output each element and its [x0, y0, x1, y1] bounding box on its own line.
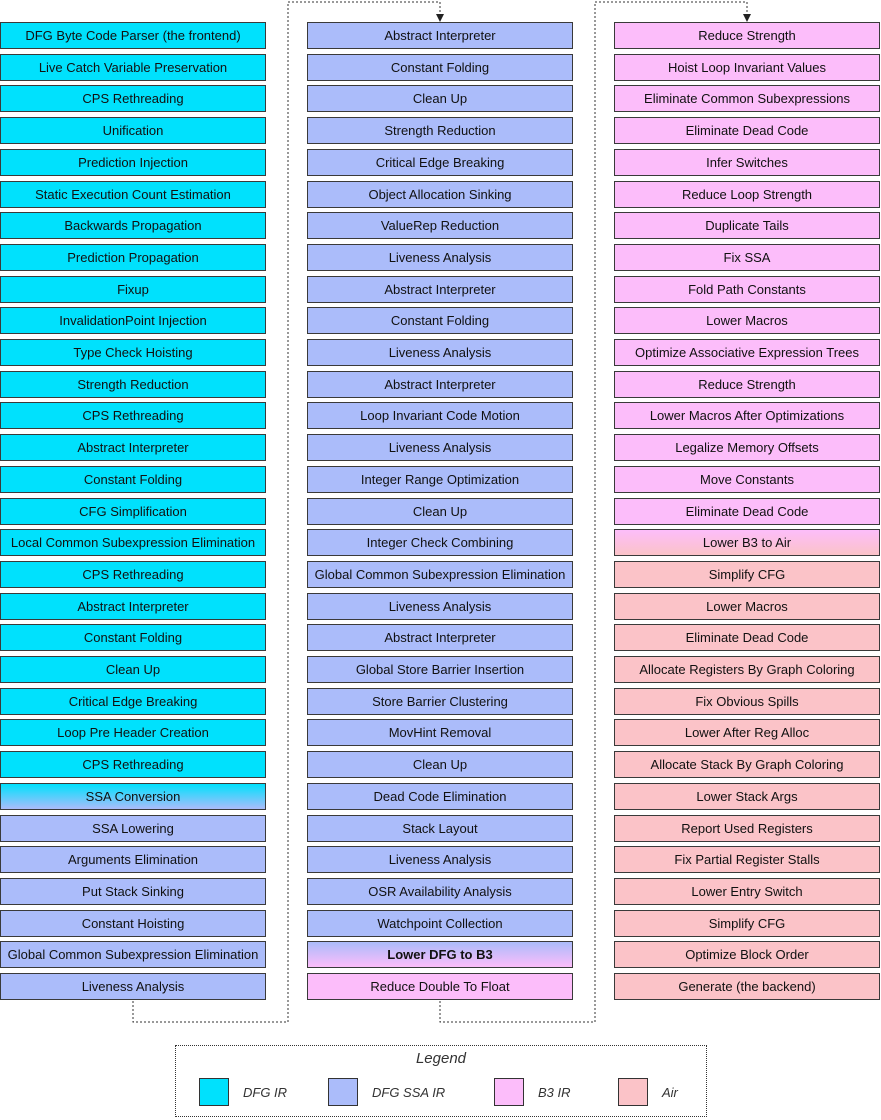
legend-swatch-air	[618, 1078, 648, 1106]
stage-box: Backwards Propagation	[0, 212, 266, 239]
stage-box: DFG Byte Code Parser (the frontend)	[0, 22, 266, 49]
stage-box: Optimize Block Order	[614, 941, 880, 968]
legend-item-b3-ir	[494, 1078, 571, 1106]
stage-box: Eliminate Dead Code	[614, 624, 880, 651]
stage-box: ValueRep Reduction	[307, 212, 573, 239]
stage-box: Report Used Registers	[614, 815, 880, 842]
stage-box: Live Catch Variable Preservation	[0, 54, 266, 81]
stage-box: Reduce Double To Float	[307, 973, 573, 1000]
stage-box: CPS Rethreading	[0, 85, 266, 112]
stage-box: CPS Rethreading	[0, 751, 266, 778]
stage-box: Liveness Analysis	[307, 593, 573, 620]
stage-box: Global Store Barrier Insertion	[307, 656, 573, 683]
legend-swatch-b3-ir	[494, 1078, 524, 1106]
stage-box: Fix Partial Register Stalls	[614, 846, 880, 873]
legend-item-dfg-ir	[199, 1078, 287, 1106]
stage-box: Integer Range Optimization	[307, 466, 573, 493]
stage-box: Loop Invariant Code Motion	[307, 402, 573, 429]
stage-box: Liveness Analysis	[307, 434, 573, 461]
stage-box: Generate (the backend)	[614, 973, 880, 1000]
stage-box: Lower B3 to Air	[614, 529, 880, 556]
stage-box: Reduce Strength	[614, 22, 880, 49]
stage-box: Type Check Hoisting	[0, 339, 266, 366]
legend-swatch-dfg-ssa-ir	[328, 1078, 358, 1106]
stage-box: Lower Macros After Optimizations	[614, 402, 880, 429]
stage-box: Legalize Memory Offsets	[614, 434, 880, 461]
stage-box: Simplify CFG	[614, 910, 880, 937]
stage-box: Eliminate Dead Code	[614, 117, 880, 144]
stage-box: Fold Path Constants	[614, 276, 880, 303]
stage-box: Infer Switches	[614, 149, 880, 176]
stage-box: SSA Conversion	[0, 783, 266, 810]
stage-box: Reduce Strength	[614, 371, 880, 398]
stage-box: Constant Folding	[307, 54, 573, 81]
stage-box: Unification	[0, 117, 266, 144]
stage-box: Constant Folding	[307, 307, 573, 334]
stage-box: CPS Rethreading	[0, 561, 266, 588]
legend-swatch-dfg-ir	[199, 1078, 229, 1106]
stage-box: Strength Reduction	[0, 371, 266, 398]
stage-box: Duplicate Tails	[614, 212, 880, 239]
stage-box: Constant Hoisting	[0, 910, 266, 937]
stage-box: Integer Check Combining	[307, 529, 573, 556]
stage-box: Fix Obvious Spills	[614, 688, 880, 715]
stage-box: Abstract Interpreter	[307, 624, 573, 651]
stage-box: Eliminate Common Subexpressions	[614, 85, 880, 112]
stage-box: Constant Folding	[0, 624, 266, 651]
stage-box: Critical Edge Breaking	[0, 688, 266, 715]
stage-box: Liveness Analysis	[307, 846, 573, 873]
stage-box: Arguments Elimination	[0, 846, 266, 873]
stage-box: Prediction Injection	[0, 149, 266, 176]
stage-box: Lower Stack Args	[614, 783, 880, 810]
stage-box: Abstract Interpreter	[0, 593, 266, 620]
stage-box: Allocate Stack By Graph Coloring	[614, 751, 880, 778]
stage-box: Simplify CFG	[614, 561, 880, 588]
stage-box: SSA Lowering	[0, 815, 266, 842]
stage-box: Static Execution Count Estimation	[0, 181, 266, 208]
stage-box: Fix SSA	[614, 244, 880, 271]
legend-item-dfg-ssa-ir	[328, 1078, 445, 1106]
legend-item-air	[618, 1078, 678, 1106]
stage-box: Clean Up	[307, 751, 573, 778]
stage-box: Abstract Interpreter	[307, 22, 573, 49]
stage-box: Reduce Loop Strength	[614, 181, 880, 208]
legend-label: B3 IR	[538, 1084, 571, 1100]
stage-box: Clean Up	[307, 498, 573, 525]
stage-box: Move Constants	[614, 466, 880, 493]
stage-box: Hoist Loop Invariant Values	[614, 54, 880, 81]
stage-box: Liveness Analysis	[307, 339, 573, 366]
stage-box: Optimize Associative Expression Trees	[614, 339, 880, 366]
stage-box: Lower DFG to B3	[307, 941, 573, 968]
legend-label: DFG IR	[243, 1084, 288, 1100]
stage-box: Lower Macros	[614, 593, 880, 620]
stage-box: MovHint Removal	[307, 719, 573, 746]
stage-box: Abstract Interpreter	[0, 434, 266, 461]
legend	[175, 1045, 707, 1117]
stage-box: Global Common Subexpression Elimination	[307, 561, 573, 588]
stage-box: Lower After Reg Alloc	[614, 719, 880, 746]
stage-box: Put Stack Sinking	[0, 878, 266, 905]
legend-label: Air	[662, 1084, 678, 1100]
stage-box: Lower Entry Switch	[614, 878, 880, 905]
stage-box: Loop Pre Header Creation	[0, 719, 266, 746]
stage-box: Strength Reduction	[307, 117, 573, 144]
stage-box: CFG Simplification	[0, 498, 266, 525]
stage-box: Eliminate Dead Code	[614, 498, 880, 525]
stage-box: OSR Availability Analysis	[307, 878, 573, 905]
stage-box: Abstract Interpreter	[307, 276, 573, 303]
stage-box: InvalidationPoint Injection	[0, 307, 266, 334]
stage-box: Constant Folding	[0, 466, 266, 493]
stage-box: Store Barrier Clustering	[307, 688, 573, 715]
stage-box: Critical Edge Breaking	[307, 149, 573, 176]
stage-box: Allocate Registers By Graph Coloring	[614, 656, 880, 683]
stage-box: Global Common Subexpression Elimination	[0, 941, 266, 968]
legend-label: DFG SSA IR	[372, 1084, 446, 1100]
stage-box: CPS Rethreading	[0, 402, 266, 429]
stage-box: Watchpoint Collection	[307, 910, 573, 937]
stage-box: Clean Up	[0, 656, 266, 683]
legend-title: Legend	[415, 1050, 467, 1067]
stage-box: Fixup	[0, 276, 266, 303]
stage-box: Local Common Subexpression Elimination	[0, 529, 266, 556]
stage-box: Dead Code Elimination	[307, 783, 573, 810]
stage-box: Liveness Analysis	[0, 973, 266, 1000]
stage-box: Clean Up	[307, 85, 573, 112]
stage-box: Lower Macros	[614, 307, 880, 334]
stage-box: Stack Layout	[307, 815, 573, 842]
stage-box: Object Allocation Sinking	[307, 181, 573, 208]
stage-box: Abstract Interpreter	[307, 371, 573, 398]
stage-box: Prediction Propagation	[0, 244, 266, 271]
stage-box: Liveness Analysis	[307, 244, 573, 271]
